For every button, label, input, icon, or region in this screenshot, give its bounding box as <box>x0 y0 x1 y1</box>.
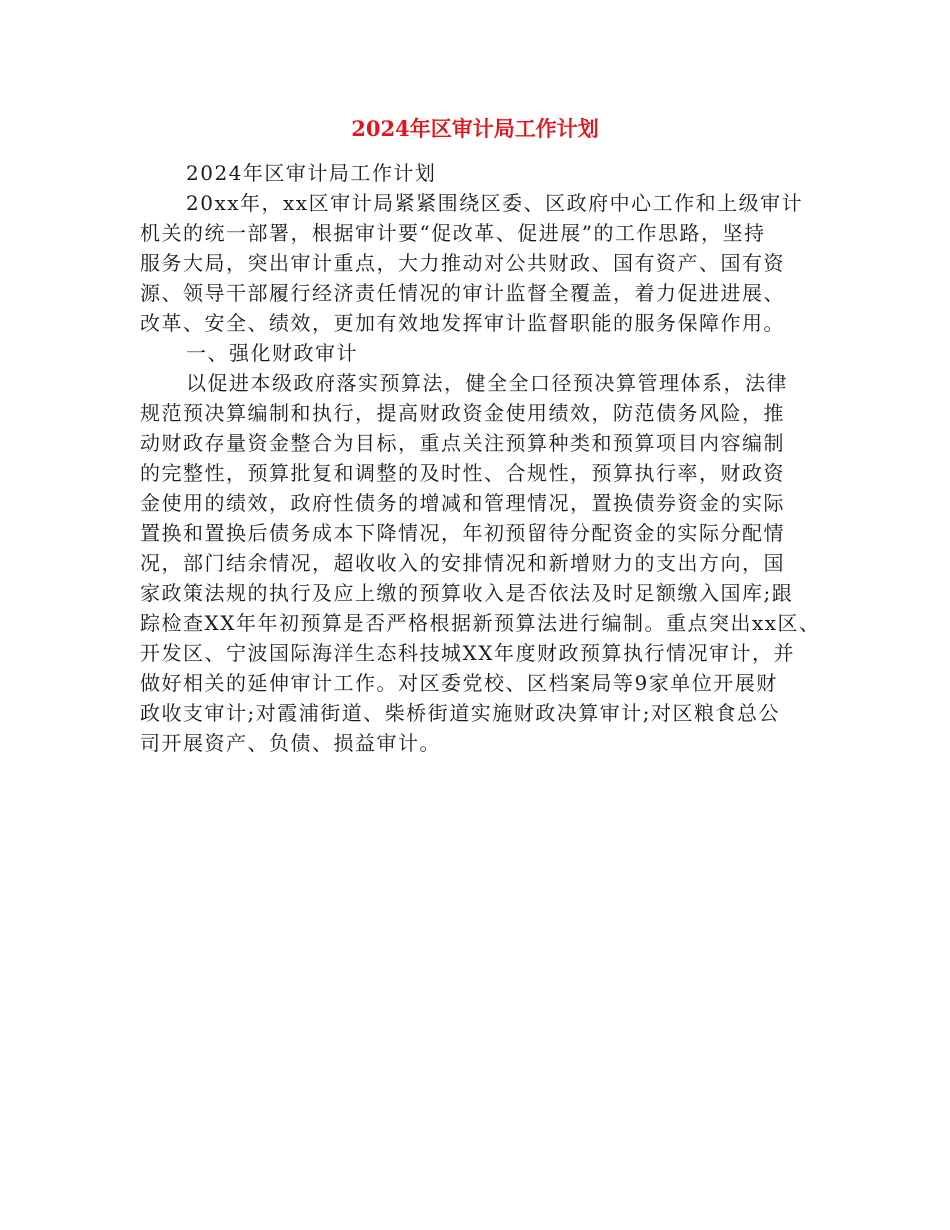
body-line: 开发区、宁波国际海洋生态科技城XX年度财政预算执行情况审计，并 <box>140 641 795 665</box>
body-line: 服务大局，突出审计重点，大力推动对公共财政、国有资产、国有资 <box>140 251 785 275</box>
body-line: 司开展资产、负债、损益审计。 <box>140 731 441 755</box>
section-heading: 一、强化财政审计 <box>186 341 358 365</box>
body-line: 动财政存量资金整合为目标，重点关注预算种类和预算项目内容编制 <box>140 431 785 455</box>
document-body <box>140 158 830 758</box>
body-line: 置换和置换后债务成本下降情况，年初预留待分配资金的实际分配情 <box>140 521 785 545</box>
body-line: 规范预决算编制和执行，提高财政资金使用绩效，防范债务风险，推 <box>140 401 785 425</box>
body-line: 20xx年，xx区审计局紧紧围绕区委、区政府中心工作和上级审计 <box>186 191 804 215</box>
document-title: 2024年区审计局工作计划 <box>351 116 599 141</box>
body-line: 踪检查XX年年初预算是否严格根据新预算法进行编制。重点突出xx区、 <box>140 611 821 635</box>
body-line: 金使用的绩效，政府性债务的增减和管理情况，置换债券资金的实际 <box>140 491 785 515</box>
body-line: 政收支审计;对霞浦街道、柴桥街道实施财政决算审计;对区粮食总公 <box>140 701 780 725</box>
body-line: 的完整性，预算批复和调整的及时性、合规性，预算执行率，财政资 <box>140 461 785 485</box>
body-line: 做好相关的延伸审计工作。对区委党校、区档案局等9家单位开展财 <box>140 671 778 695</box>
body-line: 机关的统一部署，根据审计要“促改革、促进展”的工作思路，坚持 <box>140 221 766 245</box>
body-line: 以促进本级政府落实预算法，健全全口径预决算管理体系，法律 <box>186 371 788 395</box>
body-line: 改革、安全、绩效，更加有效地发挥审计监督职能的服务保障作用。 <box>140 311 785 335</box>
body-line: 2024年区审计局工作计划 <box>186 161 437 185</box>
body-line: 家政策法规的执行及应上缴的预算收入是否依法及时足额缴入国库;跟 <box>140 581 794 605</box>
body-line: 况，部门结余情况，超收收入的安排情况和新增财力的支出方向，国 <box>140 551 785 575</box>
body-line: 源、领导干部履行经济责任情况的审计监督全覆盖，着力促进进展、 <box>140 281 785 305</box>
